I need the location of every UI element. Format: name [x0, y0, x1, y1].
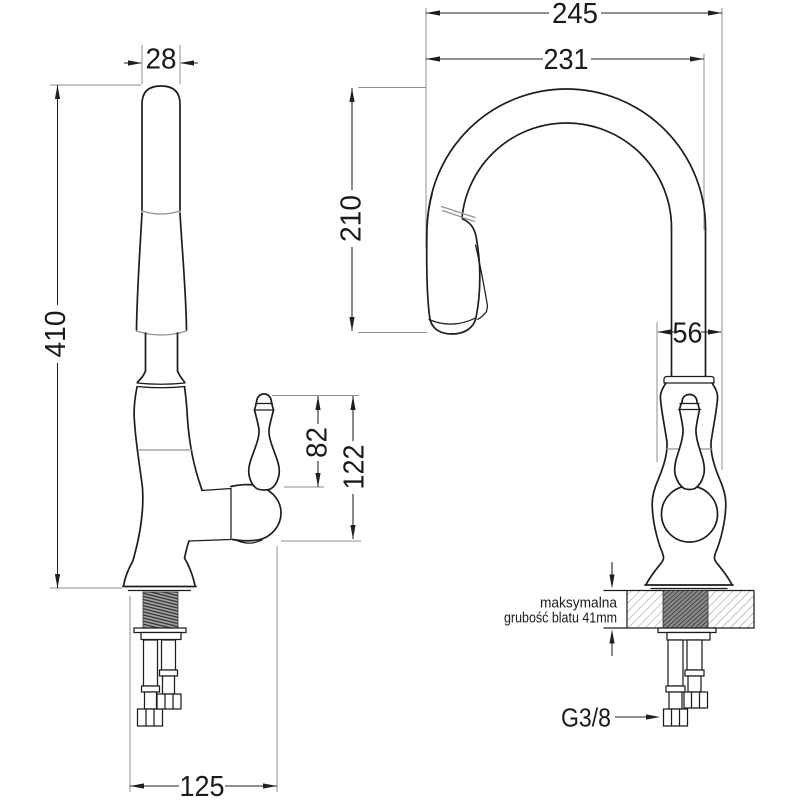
mounting-hardware-side: [658, 628, 716, 726]
dim-handle-to-spout: [339, 396, 371, 539]
spout-arm: [231, 485, 281, 541]
dim-body-width: [657, 318, 722, 350]
dim-231-label: 231: [543, 44, 589, 76]
dim-total-height: [40, 85, 72, 588]
dim-handle-height: [302, 396, 334, 487]
handle-rosette: [662, 486, 718, 542]
dim-245-label: 245: [552, 0, 598, 30]
dim-122-label: 122: [338, 441, 371, 490]
dim-overall-reach: [426, 0, 722, 30]
dim-82-label: 82: [301, 425, 334, 458]
dim-56-label: 56: [672, 317, 703, 350]
threaded-shank-front: [143, 592, 178, 628]
faucet-body-front: [124, 387, 143, 586]
dim-410-label: 410: [40, 309, 72, 358]
hose-nut: [664, 709, 688, 726]
countertop-note-line1: maksymalna: [540, 595, 618, 612]
dim-spout-width: [124, 44, 198, 76]
front-view: [40, 44, 371, 800]
dim-spout-reach: [426, 44, 704, 76]
thread-size-callout: [561, 703, 660, 733]
front-extension-lines: [50, 45, 361, 792]
dim-base-depth: [130, 771, 277, 800]
lever-handle-front: [249, 394, 280, 490]
hose-nut: [138, 709, 163, 726]
shank-through-counter: [663, 591, 708, 629]
hose-nut: [684, 692, 708, 708]
countertop-section: [504, 562, 754, 656]
hose-nut: [157, 694, 181, 709]
countertop-note-line2: grubość blatu 41mm: [504, 610, 617, 627]
faucet-side-outline: [427, 89, 733, 726]
dim-28-label: 28: [145, 43, 177, 76]
spout-wand: [142, 86, 180, 211]
dim-210-label: 210: [335, 193, 368, 242]
gooseneck-spout: [428, 89, 706, 228]
mounting-hardware-front: [134, 628, 186, 726]
dim-spout-height: [336, 88, 368, 331]
faucet-front-outline: [123, 86, 281, 726]
thread-size-label: G3/8: [561, 702, 611, 733]
side-view: [336, 0, 755, 733]
lever-handle-side: [675, 395, 705, 490]
side-extension-lines: [358, 8, 722, 470]
dim-125-label: 125: [179, 771, 225, 800]
